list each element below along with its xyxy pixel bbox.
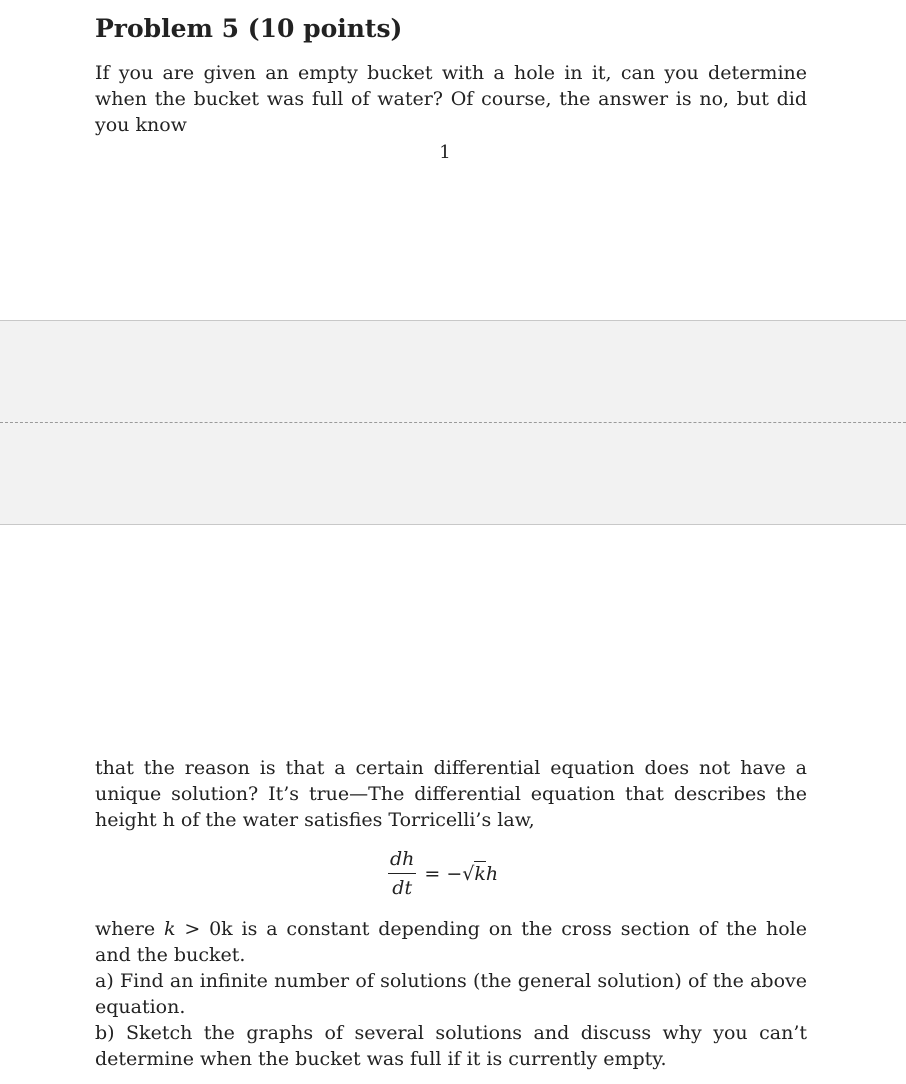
intro-paragraph: If you are given an empty bucket with a hole in it, can you determine when the bucket was full of water? Of course, the answer is no, but did you know [95,62,807,136]
part-a: a) Find an infinite number of solutions (the general solution) of the above equation. [95,970,807,1018]
continuation-paragraph: that the reason is that a certain differential equation does not have a unique solution? It’s true—The differential equation that describes the height h of the water satisfies Torricelli’s law, [95,757,807,831]
page-number: 1 [439,142,451,163]
problem-title: Problem 5 (10 points) [95,14,403,43]
height-variable: h [485,862,499,885]
derivative-fraction [388,848,416,899]
sqrt-radicand: k [474,862,486,885]
where-k: k [163,918,176,940]
where-rest: > 0k is a constant depending on the cross section of the hole and the bucket. [95,918,807,966]
sqrt-symbol: √ [462,862,475,885]
fraction-numerator: dh [388,848,416,874]
equals-minus: = − [424,862,463,885]
page-separator [0,320,906,525]
part-b: b) Sketch the graphs of several solutions and discuss why you can’t determine when the bucket was full if it is currently empty. [95,1022,807,1070]
where-paragraph [95,916,807,968]
fraction-denominator: dt [392,877,413,899]
page-break-line [0,422,906,423]
where-prefix: where [95,918,164,940]
equation-rhs [424,863,498,885]
torricelli-equation [388,848,498,899]
